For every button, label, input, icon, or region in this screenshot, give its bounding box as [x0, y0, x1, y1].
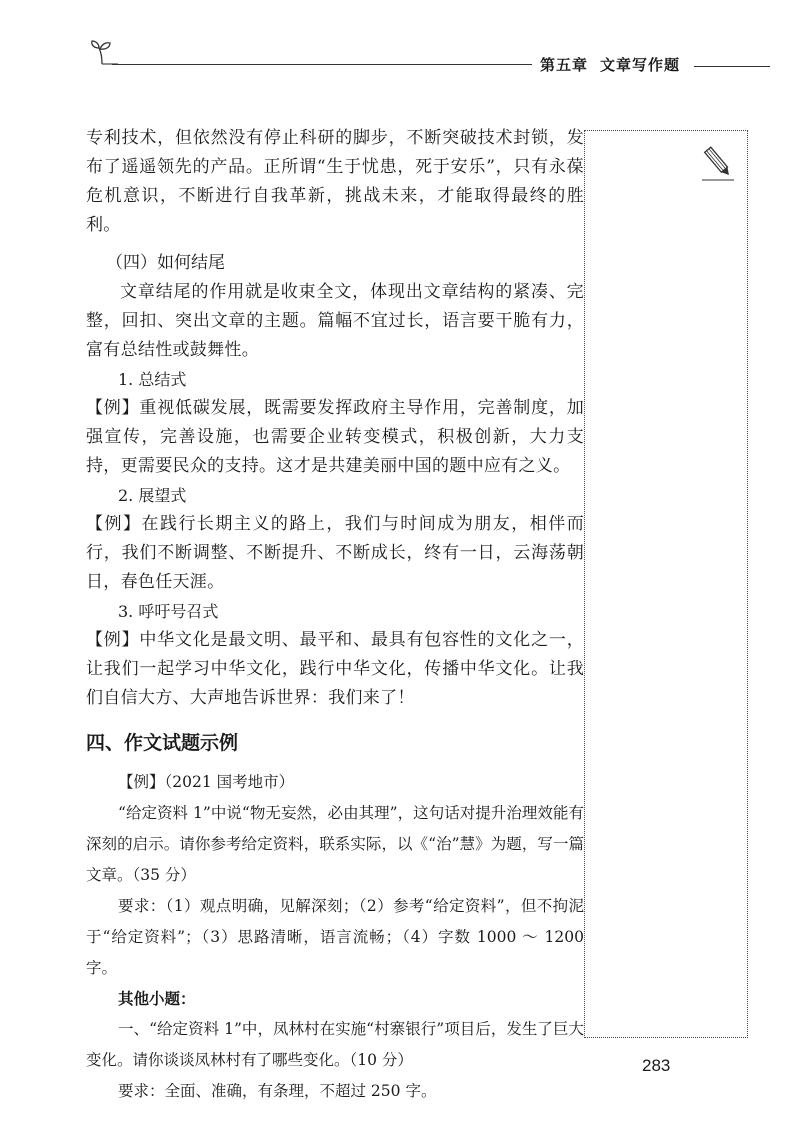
chapter-number: 第五章	[540, 56, 589, 74]
ending-intro: 文章结尾的作用就是收束全文，体现出文章结构的紧凑、完整，回扣、突出文章的主题。篇幅不宜过长，语言要干脆有力，富有总结性或鼓舞性。	[86, 282, 584, 360]
exam-source	[86, 767, 584, 798]
example-tag: 【例】	[86, 630, 140, 650]
section-heading: 四、作文试题示例	[86, 732, 239, 754]
exam-source-text: （2021 国考地市）	[164, 773, 295, 791]
other-questions-title: 其他小题：	[118, 990, 196, 1008]
example-tag: 【例】	[118, 773, 165, 791]
example-tag: 【例】	[86, 514, 142, 534]
header-rule-left	[112, 64, 532, 65]
sprout-icon	[88, 36, 118, 66]
example-text: 在践行长期主义的路上，我们与时间成为朋友，相伴而行，我们不断调整、不断提升、不断成长，终有一日，云海荡朝日，春色任天涯。	[86, 514, 584, 592]
example-tag: 【例】	[86, 398, 140, 418]
continued-paragraph: 专利技术，但依然没有停止科研的脚步，不断突破技术封锁，发布了遥遥领先的产品。正所谓“生于忧患，死于安乐”，只有永葆危机意识，不断进行自我革新，挑战未来，才能取得最终的胜利。	[86, 128, 584, 235]
example-text: 重视低碳发展，既需要发挥政府主导作用，完善制度，加强宣传，完善设施，也需要企业转变模式，积极创新，大力支持，更需要民众的支持。这才是共建美丽中国的题中应有之义。	[86, 398, 585, 476]
example-appeal	[86, 626, 584, 713]
example-summary	[86, 394, 584, 481]
example-outlook	[86, 510, 584, 597]
item-title-outlook: 2. 展望式	[118, 486, 187, 505]
pencil-icon	[700, 142, 736, 182]
other-requirements: 要求：全面、准确，有条理，不超过 250 字。	[118, 1082, 437, 1100]
chapter-header	[540, 54, 680, 75]
sub-heading-ending: （四）如何结尾	[106, 253, 225, 273]
other-question: 一、“给定资料 1”中，凤林村在实施“村寨银行”项目后，发生了巨大变化。请你谈谈凤林村有了哪些变化。（10 分）	[86, 1020, 584, 1069]
item-title-summary: 1. 总结式	[118, 370, 187, 389]
chapter-title: 文章写作题	[600, 56, 681, 74]
page-number: 283	[642, 1056, 671, 1075]
header-rule-right	[694, 66, 770, 67]
item-title-appeal: 3. 呼吁号召式	[118, 602, 219, 621]
exam-question: “给定资料 1”中说“物无妄然，必由其理”，这句话对提升治理效能有深刻的启示。请你参考给定资料，联系实际，以《“治”慧》为题，写一篇文章。（35 分）	[86, 804, 584, 884]
example-text: 中华文化是最文明、最平和、最具有包容性的文化之一，让我们一起学习中华文化，践行中华文化，传播中华文化。让我们自信大方、大声地告诉世界：我们来了！	[86, 630, 585, 708]
exam-requirements: 要求：（1）观点明确，见解深刻；（2）参考“给定资料”，但不拘泥于“给定资料”；（3）思路清晰，语言流畅；（4）字数 1000 ～ 1200 字。	[86, 897, 584, 977]
page-content	[86, 124, 584, 1107]
notes-margin-box	[584, 130, 748, 1038]
